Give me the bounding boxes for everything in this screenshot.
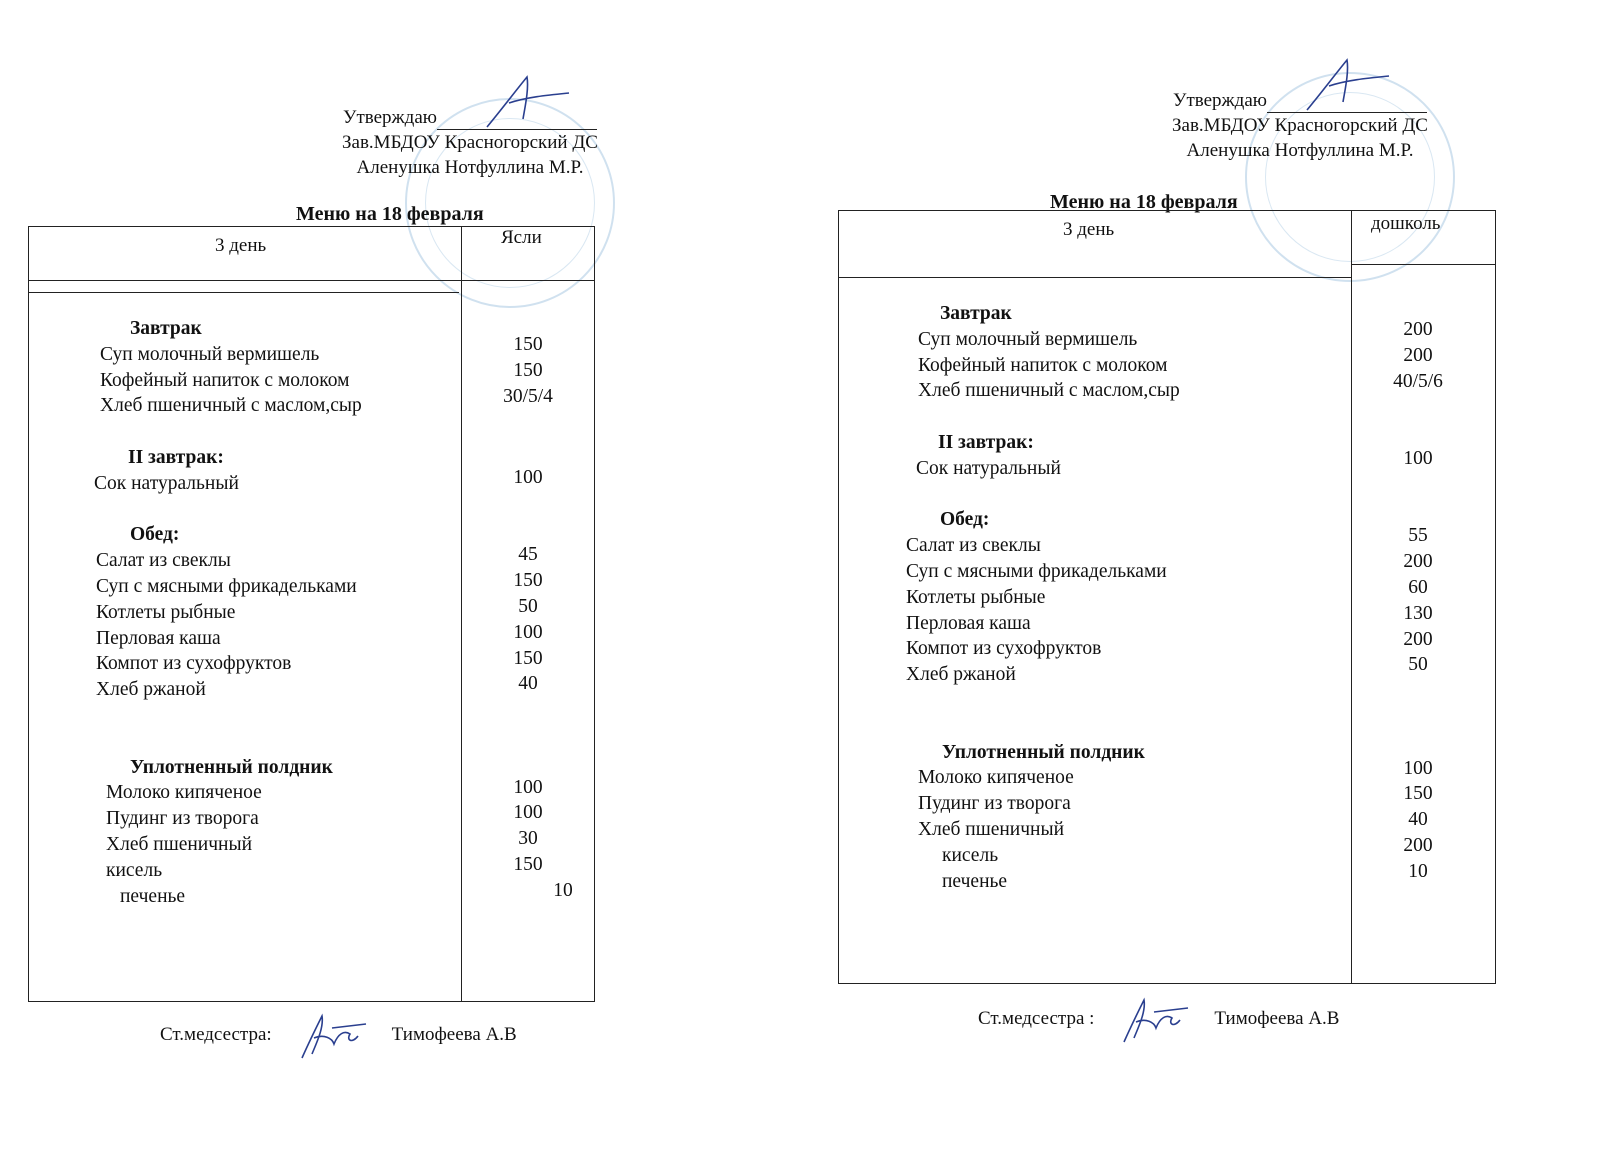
menu-item: Перловая каша bbox=[96, 627, 221, 649]
director-signature bbox=[457, 69, 617, 129]
quantity: 200 bbox=[1403, 551, 1433, 573]
menu-title: Меню на 18 февраля bbox=[1050, 191, 1238, 213]
menu-item: кисель bbox=[106, 859, 163, 881]
menu-item: Хлеб ржаной bbox=[96, 679, 206, 701]
menu-item: Пудинг из творога bbox=[918, 793, 1071, 815]
menu-quantities bbox=[478, 332, 578, 904]
quantity: 150 bbox=[513, 853, 543, 875]
quantity: 150 bbox=[513, 647, 543, 669]
approval-block bbox=[1140, 88, 1460, 163]
quantity: 100 bbox=[513, 802, 543, 824]
quantity: 45 bbox=[518, 544, 538, 566]
menu-item: Котлеты рыбные bbox=[906, 586, 1046, 608]
director-signature-line bbox=[437, 111, 597, 130]
menu-items bbox=[906, 301, 1180, 894]
nurse-signature-block bbox=[978, 994, 1339, 1044]
approve-label: Утверждаю bbox=[343, 107, 437, 128]
quantity: 200 bbox=[1403, 628, 1433, 650]
menu-item: Хлеб пшеничный с маслом,сыр bbox=[918, 380, 1180, 402]
menu-item: кисель bbox=[942, 844, 999, 866]
quantity: 10 bbox=[1408, 860, 1428, 882]
quantity: 200 bbox=[1403, 834, 1433, 856]
director-position: Зав.МБДОУ Красногорский ДС bbox=[342, 132, 598, 153]
approval-block bbox=[300, 105, 640, 180]
nurse-name: Тимофеева А.В bbox=[391, 1024, 517, 1045]
section-afternoon-snack: Уплотненный полдник bbox=[130, 756, 333, 778]
menu-item: Перловая каша bbox=[906, 612, 1031, 634]
nurse-role: Ст.медсестра : bbox=[978, 1008, 1095, 1029]
quantity: 40 bbox=[518, 673, 538, 695]
quantity: 50 bbox=[1408, 654, 1428, 676]
menu-item: Суп с мясными фрикадельками bbox=[906, 560, 1167, 582]
menu-item: Салат из свеклы bbox=[96, 550, 231, 572]
menu-title: Меню на 18 февраля bbox=[296, 203, 484, 225]
group-label: Ясли bbox=[501, 227, 542, 248]
menu-item: Суп молочный вермишель bbox=[918, 328, 1138, 350]
day-label: 3 день bbox=[215, 235, 267, 256]
menu-item: Молоко кипяченое bbox=[918, 767, 1074, 789]
section-second-breakfast: II завтрак: bbox=[128, 446, 224, 468]
menu-item: Пудинг из творога bbox=[106, 808, 259, 830]
menu-quantities bbox=[1368, 317, 1468, 885]
quantity: 100 bbox=[1403, 757, 1433, 779]
quantity: 55 bbox=[1408, 525, 1428, 547]
quantity: 30/5/4 bbox=[503, 385, 553, 407]
quantity: 150 bbox=[513, 570, 543, 592]
group-label: дошколь bbox=[1371, 213, 1441, 234]
quantity: 200 bbox=[1403, 344, 1433, 366]
menu-sheet-preschool bbox=[800, 0, 1600, 1162]
menu-item: Молоко кипяченое bbox=[106, 782, 262, 804]
menu-item: Компот из сухофруктов bbox=[906, 638, 1102, 660]
quantity: 100 bbox=[513, 621, 543, 643]
menu-item: печенье bbox=[942, 870, 1008, 892]
nurse-signature-block bbox=[160, 1010, 517, 1060]
nurse-signature bbox=[1114, 994, 1194, 1044]
menu-item: Суп с мясными фрикадельками bbox=[96, 575, 357, 597]
director-signature-line bbox=[1267, 94, 1427, 113]
director-name: Аленушка Нотфуллина М.Р. bbox=[1186, 140, 1414, 161]
quantity: 40 bbox=[1408, 809, 1428, 831]
section-breakfast: Завтрак bbox=[940, 303, 1012, 324]
quantity: 40/5/6 bbox=[1393, 370, 1443, 392]
quantity: 10 bbox=[553, 879, 573, 901]
day-label: 3 день bbox=[1063, 219, 1115, 240]
quantity: 30 bbox=[518, 828, 538, 850]
quantity: 60 bbox=[1408, 576, 1428, 598]
menu-items bbox=[94, 316, 362, 909]
nurse-role: Ст.медсестра: bbox=[160, 1024, 272, 1045]
menu-item: Компот из сухофруктов bbox=[96, 653, 292, 675]
menu-item: печенье bbox=[120, 885, 186, 907]
director-position: Зав.МБДОУ Красногорский ДС bbox=[1172, 115, 1428, 136]
menu-item: Хлеб ржаной bbox=[906, 664, 1016, 686]
quantity: 200 bbox=[1403, 319, 1433, 340]
director-signature bbox=[1277, 52, 1437, 112]
nurse-signature bbox=[292, 1010, 372, 1060]
quantity: 130 bbox=[1403, 602, 1433, 624]
section-afternoon-snack: Уплотненный полдник bbox=[942, 741, 1145, 763]
menu-item: Сок натуральный bbox=[916, 457, 1061, 479]
menu-item: Кофейный напиток с молоком bbox=[918, 354, 1168, 376]
section-lunch: Обед: bbox=[940, 509, 990, 531]
menu-item: Кофейный напиток с молоком bbox=[100, 369, 350, 391]
quantity: 100 bbox=[513, 466, 543, 488]
section-second-breakfast: II завтрак: bbox=[938, 431, 1034, 453]
approve-label: Утверждаю bbox=[1173, 90, 1267, 111]
director-name: Аленушка Нотфуллина М.Р. bbox=[356, 157, 584, 178]
quantity: 150 bbox=[513, 359, 543, 381]
menu-item: Хлеб пшеничный с маслом,сыр bbox=[100, 395, 362, 417]
quantity: 50 bbox=[518, 595, 538, 617]
quantity: 150 bbox=[1403, 783, 1433, 805]
menu-item: Суп молочный вермишель bbox=[100, 343, 320, 365]
quantity: 150 bbox=[513, 334, 543, 355]
menu-item: Хлеб пшеничный bbox=[918, 818, 1065, 840]
nurse-name: Тимофеева А.В bbox=[1214, 1008, 1340, 1029]
menu-item: Хлеб пшеничный bbox=[106, 833, 253, 855]
section-lunch: Обед: bbox=[130, 524, 180, 546]
menu-item: Котлеты рыбные bbox=[96, 601, 236, 623]
menu-item: Салат из свеклы bbox=[906, 535, 1041, 557]
section-breakfast: Завтрак bbox=[130, 318, 202, 339]
quantity: 100 bbox=[1403, 447, 1433, 469]
menu-item: Сок натуральный bbox=[94, 472, 239, 494]
quantity: 100 bbox=[513, 776, 543, 798]
